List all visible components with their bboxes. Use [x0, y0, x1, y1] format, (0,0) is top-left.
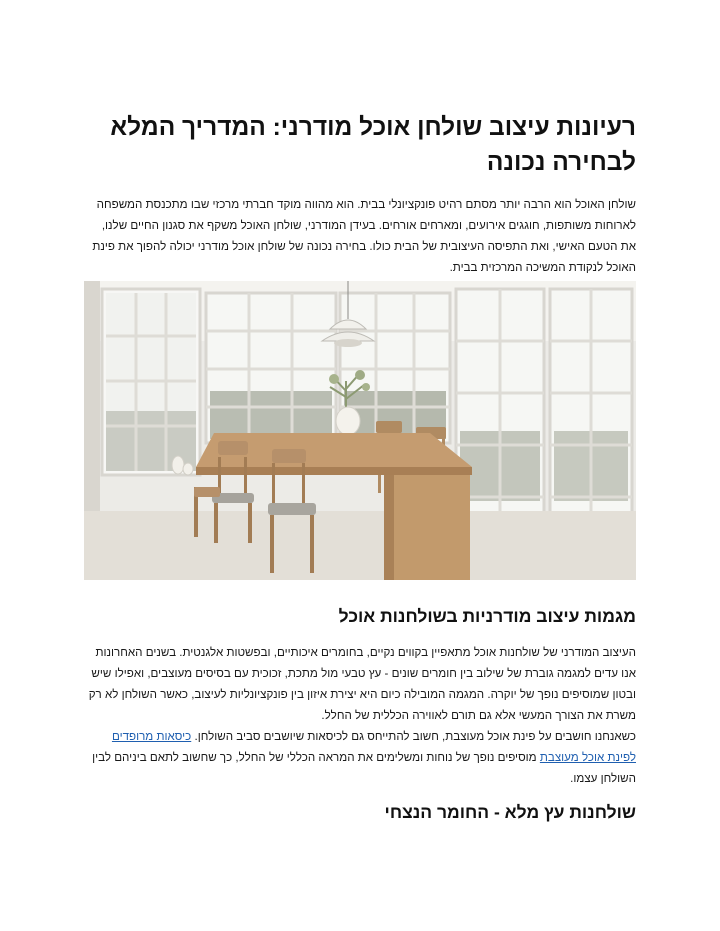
section-heading-trends: מגמות עיצוב מודרניות בשולחנות אוכל [338, 606, 636, 626]
section-heading-solid-wood: שולחנות עץ מלא - החומר הנצחי [384, 802, 636, 822]
upholstered-chairs-link[interactable]: כיסאות מרופדים לפינת אוכל מעוצבת [111, 730, 636, 764]
section-paragraph-with-link [84, 726, 636, 789]
middle-windows [206, 293, 450, 443]
paragraph-text: כשאנחנו חושבים על פינת אוכל מעוצבת, חשוב להתייחס גם לכיסאות שיושבים סביב השולחן. [191, 730, 636, 743]
article-title: רעיונות עיצוב שולחן אוכל מודרני: המדריך המלא לבחירה נכונה [110, 114, 636, 176]
paragraph-text: מוסיפים נופך של נוחות ומשלימים את המראה הכללי של החלל, כך שחשוב לתאם ביניהם לבין השולחן עצמו. [92, 751, 636, 785]
intro-paragraph: שולחן האוכל הוא הרבה יותר מסתם רהיט פונקציונלי בבית. הוא מהווה מוקד חברתי מרכזי שבו מתכנסת המשפחה לארוחות משותפות, חוגגים אירועים, ומארחים אורחים. בעידן המודרני, שולחן האוכל משקף את סגנון החיים שלנו, את הטעם האישי, ואת התפיסה העיצובית של הבית כולו. בחירה נכונה של שולחן אוכל מודרני יכולה להפוך את פינת האוכל לנקודת המשיכה המרכזית בבית. [92, 198, 636, 274]
section-paragraph: העיצוב המודרני של שולחנות אוכל מתאפיין בקווים נקיים, בחומרים איכותיים, ובפשטות אלגנטית. בשנים האחרונות אנו עדים למגמה גוברת של שילוב בין חומרים שונים - עץ טבעי מול מתכת, זכוכית עם בסיסים מעוצבים, ואפילו שיש ובטון שמוסיפים נופך של יוקרה. המגמה המובילה כיום היא יצירת איזון בין פונקציונליות לעיצוב, כאשר השולחן לא רק משרת את הצורך המעשי אלא גם תורם לאווירה הכללית של החלל. [88, 646, 636, 722]
left-window [102, 289, 200, 475]
hero-image [84, 281, 636, 580]
dining-room-illustration [84, 281, 636, 580]
right-windows [456, 289, 632, 549]
